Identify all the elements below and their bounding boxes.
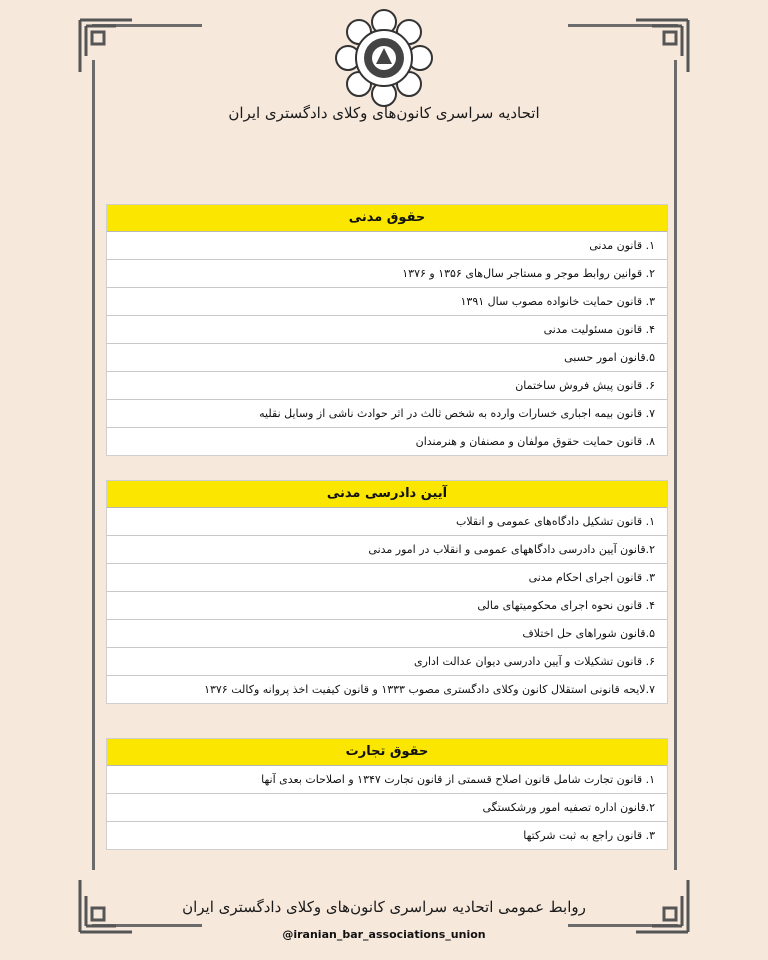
- list-item: ۵.قانون شوراهای حل اختلاف: [107, 620, 667, 648]
- section-commercial-law: [106, 738, 668, 850]
- frame-right-line: [674, 60, 677, 870]
- list-item: ۳. قانون راجع به ثبت شرکتها: [523, 829, 655, 842]
- list-item: ۳. قانون اجرای احکام مدنی: [107, 564, 667, 592]
- corner-ornament-top-right-icon: [632, 16, 692, 76]
- bar-association-seal-icon: [334, 8, 434, 108]
- list-item: ۳. قانون حمایت خانواده مصوب سال ۱۳۹۱: [107, 288, 667, 316]
- list-item: ۶. قانون پیش فروش ساختمان: [107, 372, 667, 400]
- list-item: ۷.لایحه قانونی استقلال کانون وکلای دادگستری مصوب ۱۳۳۳ و قانون کیفیت اخذ پروانه وکالت ۱۳۷۶: [204, 683, 655, 696]
- list-item: ۱. قانون تشکیل دادگاه‌های عمومی و انقلاب: [107, 508, 667, 536]
- list-item: ۶. قانون تشکیلات و آیین دادرسی دیوان عدالت اداری: [107, 648, 667, 676]
- social-handle[interactable]: @iranian_bar_associations_union: [282, 928, 486, 941]
- section-civil-procedure: [106, 480, 668, 704]
- list-item: ۴. قانون مسئولیت مدنی: [107, 316, 667, 344]
- list-item: ۴. قانون نحوه اجرای محکومیتهای مالی: [107, 592, 667, 620]
- section-header: آیین دادرسی مدنی: [107, 481, 667, 508]
- corner-ornament-top-left-icon: [76, 16, 136, 76]
- frame-left-line: [92, 60, 95, 870]
- section-header: حقوق مدنی: [107, 205, 667, 232]
- list-item: ۲. قوانین روابط موجر و مستاجر سال‌های ۱۳۵۶ و ۱۳۷۶: [107, 260, 667, 288]
- section-civil-law: [106, 204, 668, 456]
- list-item: ۲.قانون آیین دادرسی دادگاههای عمومی و انقلاب در امور مدنی: [107, 536, 667, 564]
- footer-title: روابط عمومی اتحادیه سراسری کانون‌های وکلای دادگستری ایران: [182, 898, 586, 916]
- list-item: ۱. قانون تجارت شامل قانون اصلاح قسمتی از قانون تجارت ۱۳۴۷ و اصلاحات بعدی آنها: [107, 766, 667, 794]
- list-item: ۱. قانون مدنی: [107, 232, 667, 260]
- list-item: ۲.قانون اداره تصفیه امور ورشکستگی: [107, 794, 667, 822]
- list-item: ۵.قانون امور حسبی: [107, 344, 667, 372]
- organization-title: اتحادیه سراسری کانون‌های وکلای دادگستری ایران: [228, 104, 540, 122]
- list-item: ۷. قانون بیمه اجباری خسارات وارده به شخص ثالث در اثر حوادث ناشی از وسایل نقلیه: [107, 400, 667, 428]
- list-item: ۸. قانون حمایت حقوق مولفان و مصنفان و هنرمندان: [415, 435, 655, 448]
- section-header: حقوق تجارت: [107, 739, 667, 766]
